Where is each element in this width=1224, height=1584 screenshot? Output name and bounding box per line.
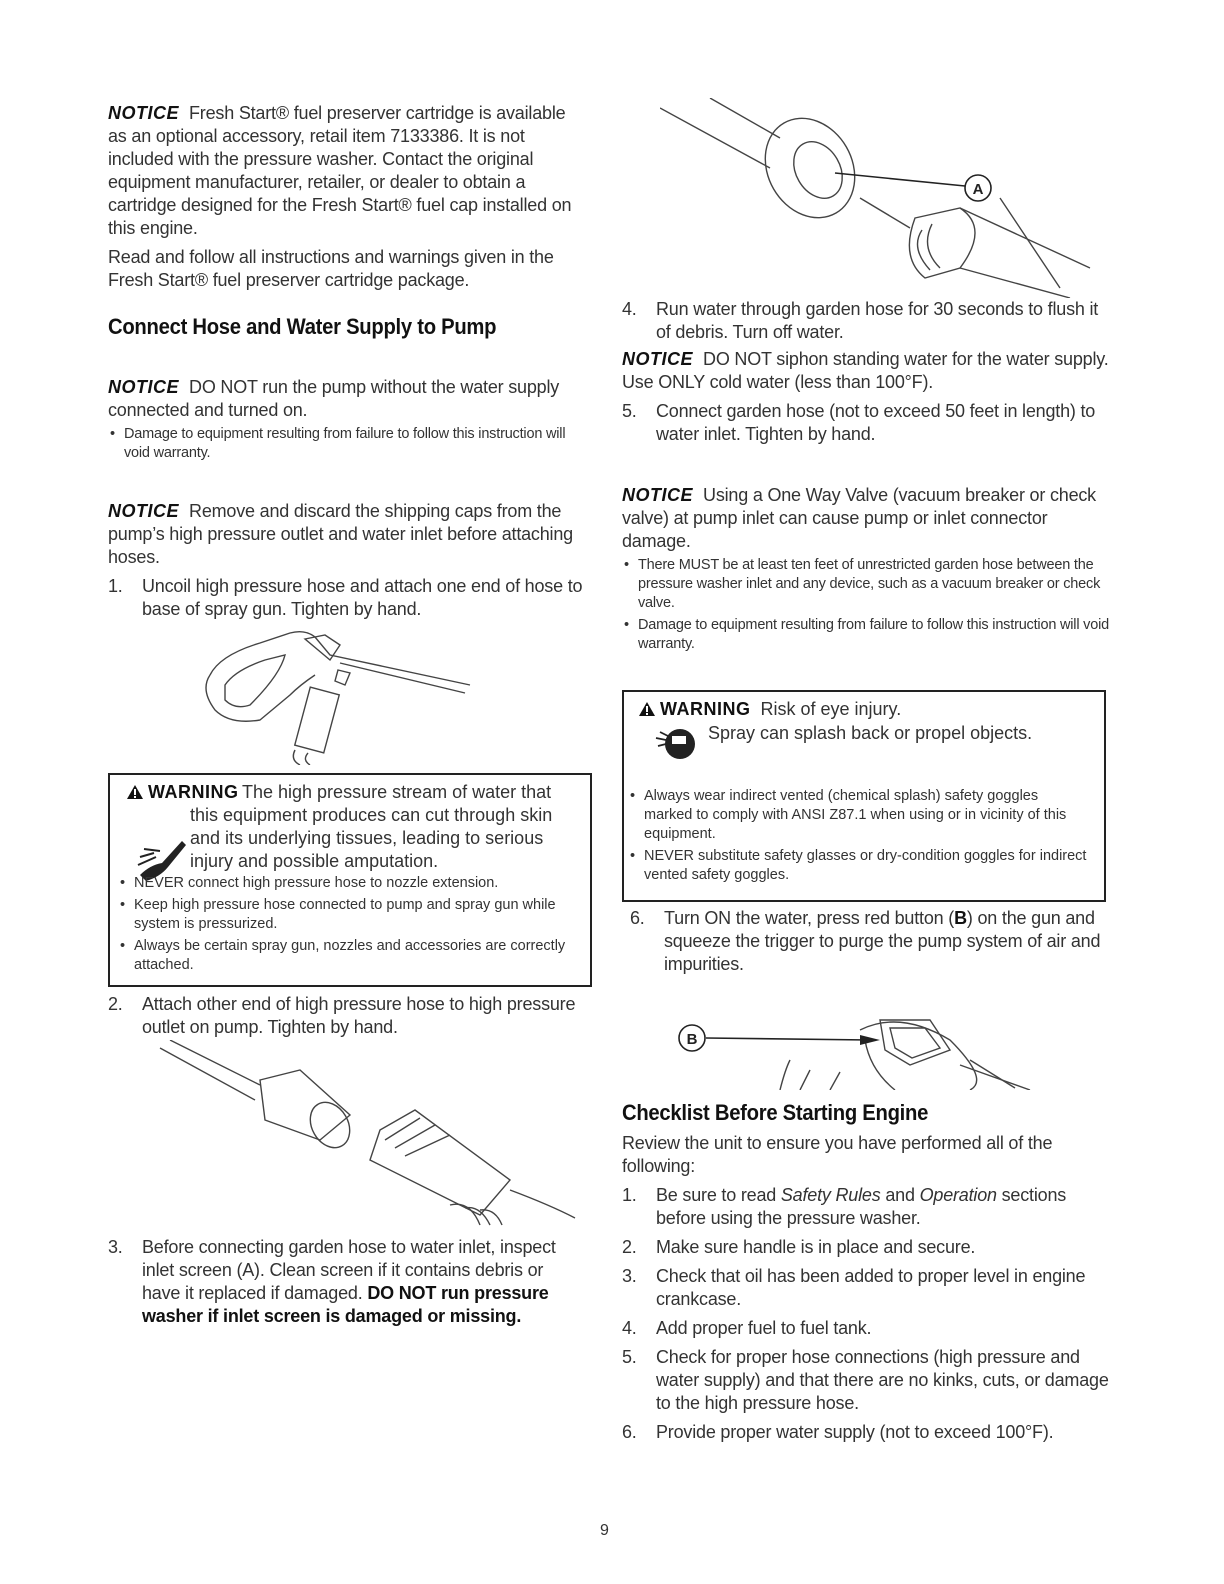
checklist-text: Check that oil has been added to proper level in engine crankcase. bbox=[656, 1266, 1086, 1309]
step-text: Before connecting garden hose to water inlet, inspect inlet screen (A). Clean screen if it contains debris or have it replaced if damaged. bbox=[142, 1237, 556, 1303]
warning-line-1: Risk of eye injury. bbox=[760, 699, 902, 719]
notice-bullets bbox=[108, 425, 586, 463]
notice-text: Using a One Way Valve (vacuum breaker or check valve) at pump inlet can cause pump or inlet connector damage. bbox=[622, 485, 1096, 551]
step-text: Attach other end of high pressure hose to high pressure outlet on pump. Tighten by hand. bbox=[142, 994, 576, 1037]
section-heading-checklist: Checklist Before Starting Engine bbox=[622, 1100, 929, 1125]
checklist-item bbox=[622, 1317, 1112, 1340]
notice-bullets bbox=[622, 556, 1112, 654]
page-number: 9 bbox=[600, 1522, 609, 1539]
notice-shipping-caps bbox=[108, 500, 586, 621]
warning-triangle-icon bbox=[638, 701, 656, 717]
spray-gun-illustration bbox=[190, 615, 490, 765]
checklist-item bbox=[622, 1236, 1112, 1259]
step-text: Run water through garden hose for 30 seconds to flush it of debris. Turn off water. bbox=[656, 299, 1099, 342]
notice-text: DO NOT run the pump without the water supply connected and turned on. bbox=[108, 377, 560, 420]
checklist-intro: Review the unit to ensure you have performed all of the following: bbox=[622, 1133, 1053, 1176]
safety-rules-ref: Safety Rules bbox=[780, 1185, 881, 1205]
notice-label: NOTICE bbox=[108, 501, 180, 521]
high-pressure-hose-illustration bbox=[150, 1040, 580, 1230]
step-2 bbox=[108, 993, 586, 1039]
operation-ref: Operation bbox=[919, 1185, 997, 1205]
step-3 bbox=[108, 1236, 586, 1328]
notice-label: NOTICE bbox=[622, 349, 694, 369]
checklist-item bbox=[622, 1346, 1112, 1415]
step-6 bbox=[630, 907, 1110, 976]
step-4 bbox=[622, 298, 1112, 446]
checklist-text: sections before using the pressure washer. bbox=[656, 1185, 1067, 1228]
step-number: 1. bbox=[622, 1185, 637, 1205]
bullet-item: • NEVER connect high pressure hose to nozzle extension. bbox=[118, 874, 578, 893]
notice-text: Remove and discard the shipping caps from the pump’s high pressure outlet and water inlet before attaching hoses. bbox=[108, 501, 573, 567]
notice-siphon bbox=[622, 348, 1112, 394]
checklist-section bbox=[622, 1132, 1112, 1444]
step-text-pre: Turn ON the water, press red button ( bbox=[664, 908, 955, 928]
notice-label: NOTICE bbox=[108, 377, 180, 397]
step-number: 3. bbox=[622, 1266, 637, 1286]
checklist-item bbox=[622, 1265, 1112, 1311]
notice-label: NOTICE bbox=[108, 103, 180, 123]
step-number: 4. bbox=[622, 299, 637, 319]
notice-label: NOTICE bbox=[622, 485, 694, 505]
section-heading-connect-hose: Connect Hose and Water Supply to Pump bbox=[108, 314, 497, 339]
spray-gun-button-illustration bbox=[670, 1010, 1040, 1090]
checklist-item bbox=[622, 1184, 1112, 1230]
step-number: 5. bbox=[622, 401, 637, 421]
warning-text: The high pressure stream of water that this equipment produces can cut through skin and its underlying tissues, leading to serious injury and possible amputation. bbox=[190, 782, 553, 871]
bullet-item: • There MUST be at least ten feet of unrestricted garden hose between the pressure washer inlet and any device, such as a vacuum breaker or check valve. bbox=[622, 556, 1112, 613]
checklist-text: Check for proper hose connections (high pressure and water supply) and that there are no kinks, cuts, or damage to the high pressure hose. bbox=[656, 1347, 1109, 1413]
callout-b-label: B bbox=[686, 1031, 698, 1048]
warning-label: WARNING bbox=[148, 782, 239, 802]
step-callout-b: B bbox=[954, 908, 967, 928]
step-number: 1. bbox=[108, 576, 123, 596]
notice-fresh-start bbox=[108, 102, 586, 240]
step-number: 2. bbox=[622, 1237, 637, 1257]
warning-box-eye-injury bbox=[622, 690, 1106, 902]
checklist-text: Add proper fuel to fuel tank. bbox=[656, 1318, 872, 1338]
checklist-text: Make sure handle is in place and secure. bbox=[656, 1237, 976, 1257]
notice-no-water bbox=[108, 376, 586, 463]
bullet-item: • Always wear indirect vented (chemical splash) safety goggles marked to comply with ANSI Z87.1 when using or in vicinity of this equipment. bbox=[628, 787, 1090, 844]
step-5 bbox=[622, 400, 1112, 446]
warning-label: WARNING bbox=[660, 699, 751, 719]
checklist-text: and bbox=[880, 1185, 920, 1205]
checklist-text: Be sure to read bbox=[656, 1185, 781, 1205]
step-number: 4. bbox=[622, 1318, 637, 1338]
step-number: 6. bbox=[630, 908, 645, 928]
checklist-text: Provide proper water supply (not to exceed 100°F). bbox=[656, 1422, 1054, 1442]
bullet-item: • Damage to equipment resulting from failure to follow this instruction will void warranty. bbox=[108, 425, 586, 463]
notice-text: DO NOT siphon standing water for the water supply. Use ONLY cold water (less than 100°F). bbox=[622, 349, 1109, 392]
garden-hose-inlet-illustration bbox=[660, 98, 1100, 298]
step-text: Uncoil high pressure hose and attach one end of hose to base of spray gun. Tighten by hand. bbox=[142, 576, 583, 619]
checklist-item bbox=[622, 1421, 1112, 1444]
bullet-item: • NEVER substitute safety glasses or dry-condition goggles for indirect vented safety goggles. bbox=[628, 847, 1090, 885]
step-number: 2. bbox=[108, 994, 123, 1014]
read-follow-text: Read and follow all instructions and warnings given in the Fresh Start® fuel preserver cartridge package. bbox=[108, 247, 554, 290]
bullet-item: • Keep high pressure hose connected to pump and spray gun while system is pressurized. bbox=[118, 896, 578, 934]
step-number: 6. bbox=[622, 1422, 637, 1442]
left-column bbox=[108, 102, 586, 292]
warning-box-high-pressure bbox=[108, 773, 592, 987]
step-text: Connect garden hose (not to exceed 50 feet in length) to water inlet. Tighten by hand. bbox=[656, 401, 1096, 444]
step-number: 3. bbox=[108, 1237, 123, 1257]
callout-a-label: A bbox=[972, 181, 984, 198]
bullet-item: • Damage to equipment resulting from failure to follow this instruction will void warranty. bbox=[622, 616, 1112, 654]
notice-text: Fresh Start® fuel preserver cartridge is available as an optional accessory, retail item 7133386. It is not included with the pressure washer. Contact the original equipment manufacturer, retailer, or dealer to obtain a cartridge designed for the Fresh Start® fuel cap installed on this engine. bbox=[108, 103, 572, 238]
warning-triangle-icon bbox=[126, 784, 144, 800]
goggles-hazard-icon bbox=[654, 724, 698, 764]
step-number: 5. bbox=[622, 1347, 637, 1367]
warning-bullets bbox=[628, 784, 1090, 885]
notice-one-way-valve bbox=[622, 484, 1112, 654]
bullet-item: • Always be certain spray gun, nozzles and accessories are correctly attached. bbox=[118, 937, 578, 975]
warning-line-2: Spray can splash back or propel objects. bbox=[708, 723, 1033, 743]
step-text-post: ) on the gun and squeeze the trigger to purge the pump system of air and impurities. bbox=[664, 908, 1101, 974]
warning-bullets bbox=[118, 871, 578, 975]
step-warning-bold: DO NOT run pressure washer if inlet screen is damaged or missing. bbox=[142, 1283, 549, 1326]
